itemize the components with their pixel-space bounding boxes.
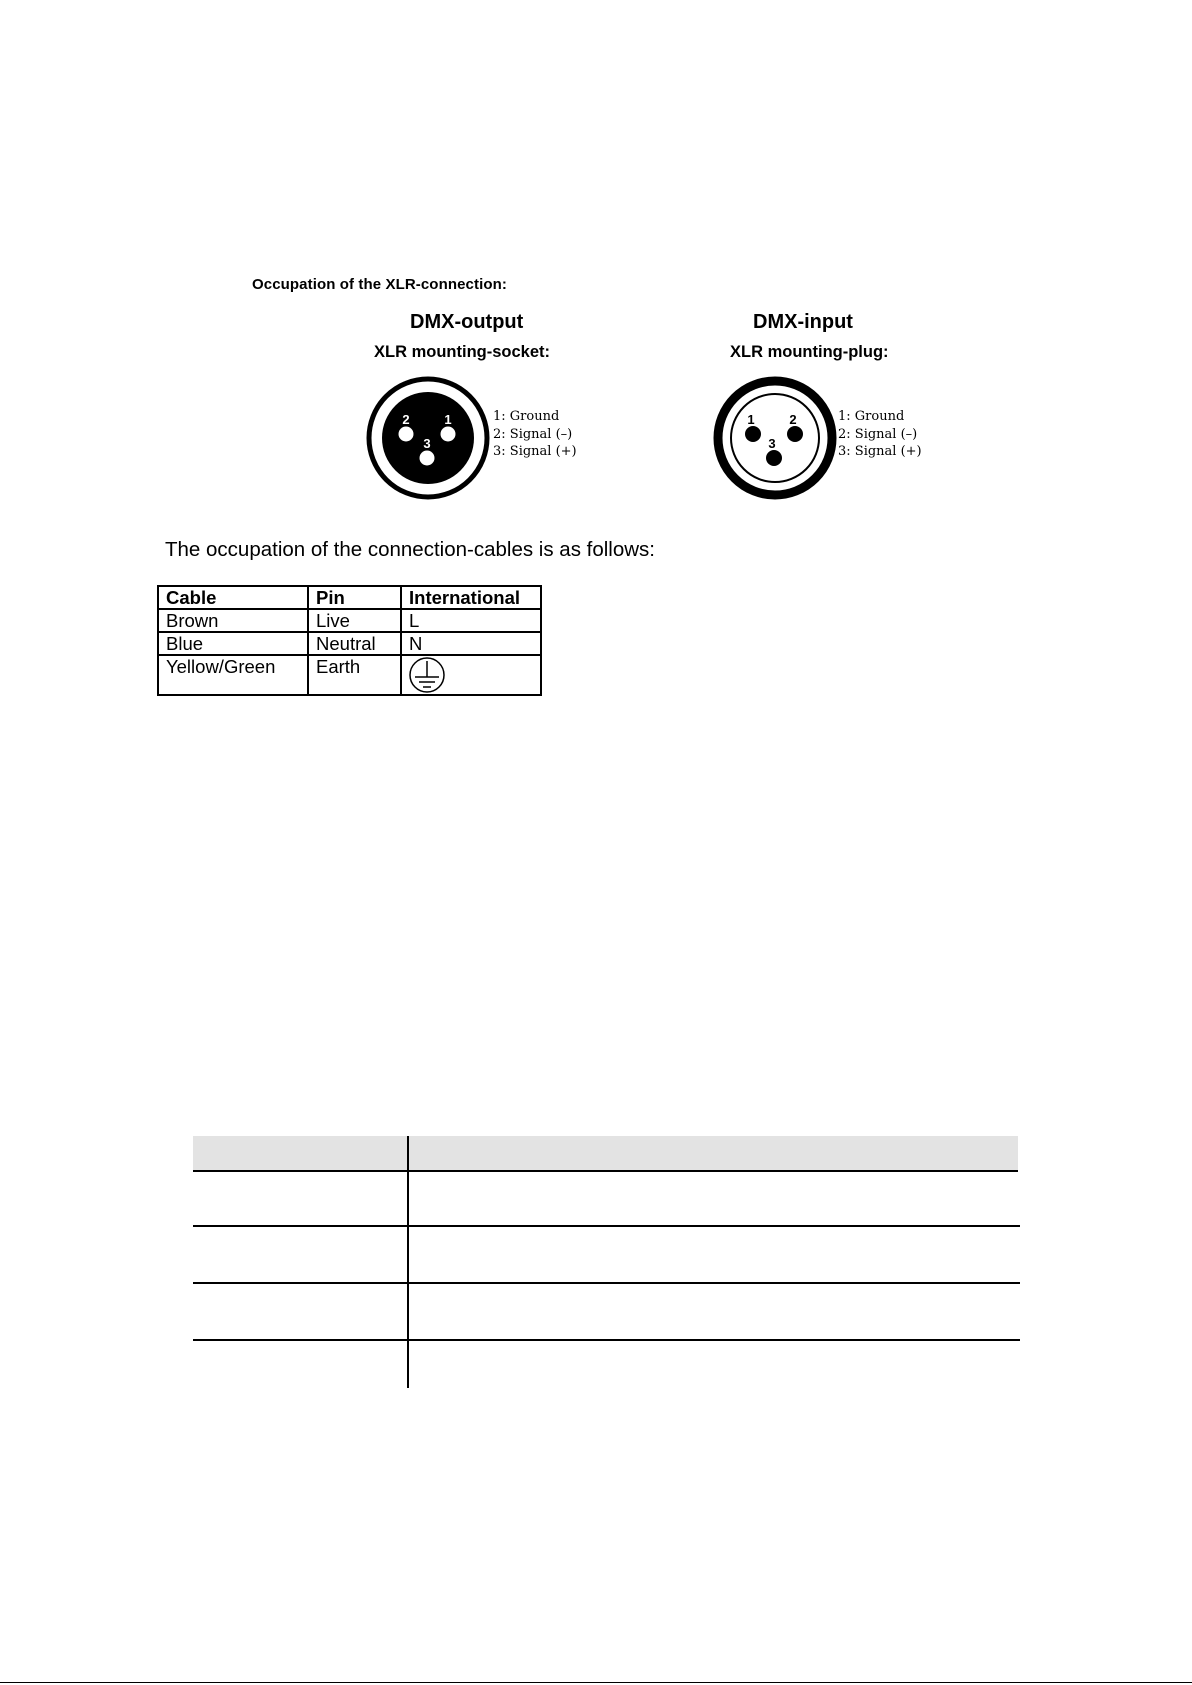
plug-pin-2: [787, 426, 803, 442]
earth-ground-icon: [407, 656, 447, 694]
cell-pin: Live: [308, 609, 401, 632]
dmx-output-title: DMX-output: [410, 311, 524, 333]
plug-pin-1-label: 1: [747, 412, 755, 427]
dmx-output-pin-legend: [493, 408, 577, 461]
empty-table-row-divider: [193, 1282, 1020, 1284]
pin-legend-signal-minus: 2: Signal (–): [838, 426, 918, 442]
plug-pin-3-label: 3: [768, 436, 776, 451]
header-international: International: [401, 586, 541, 609]
pin-legend-ground: 1: Ground: [493, 409, 560, 424]
cell-international: N: [401, 632, 541, 655]
socket-pin-3: [420, 451, 435, 466]
socket-pin-3-label: 3: [423, 436, 431, 451]
empty-table: [193, 1136, 1020, 1388]
pin-legend-ground: 1: Ground: [838, 409, 905, 424]
header-pin: Pin: [308, 586, 401, 609]
cell-cable: Brown: [158, 609, 308, 632]
empty-table-column-divider: [407, 1136, 409, 1388]
table-header-row: [158, 586, 541, 609]
table-row: [158, 655, 541, 695]
dmx-input-title: DMX-input: [753, 311, 853, 333]
xlr-caption: Occupation of the XLR-connection:: [252, 276, 507, 293]
plug-pin-2-label: 2: [789, 412, 797, 427]
table-row: [158, 609, 541, 632]
pin-legend-signal-plus: 3: Signal (+): [838, 444, 922, 459]
xlr-plug-icon: [713, 376, 837, 500]
cable-table: [157, 585, 542, 696]
dmx-output-subtitle: XLR mounting-socket:: [374, 343, 550, 361]
dmx-input-pin-legend: [838, 408, 922, 461]
cell-pin: Neutral: [308, 632, 401, 655]
page-bottom-rule: [0, 1682, 1192, 1683]
table-row: [158, 632, 541, 655]
cell-pin: Earth: [308, 655, 401, 695]
plug-pin-3: [766, 450, 782, 466]
cell-cable: Yellow/Green: [158, 655, 308, 695]
plug-pin-1: [745, 426, 761, 442]
cell-cable: Blue: [158, 632, 308, 655]
cell-international: [401, 655, 541, 695]
pin-legend-signal-minus: 2: Signal (–): [493, 426, 573, 442]
socket-pin-1: [441, 427, 456, 442]
socket-pin-1-label: 1: [444, 412, 452, 427]
socket-pin-2-label: 2: [402, 412, 410, 427]
cell-international: L: [401, 609, 541, 632]
pin-legend-signal-plus: 3: Signal (+): [493, 444, 577, 459]
socket-pin-2: [399, 427, 414, 442]
cables-heading: The occupation of the connection-cables is as follows:: [165, 538, 655, 561]
xlr-socket-icon: [366, 376, 490, 500]
header-cable: Cable: [158, 586, 308, 609]
dmx-input-subtitle: XLR mounting-plug:: [730, 343, 889, 361]
empty-table-header: [193, 1136, 1018, 1172]
empty-table-row-divider: [193, 1225, 1020, 1227]
empty-table-row-divider: [193, 1339, 1020, 1341]
